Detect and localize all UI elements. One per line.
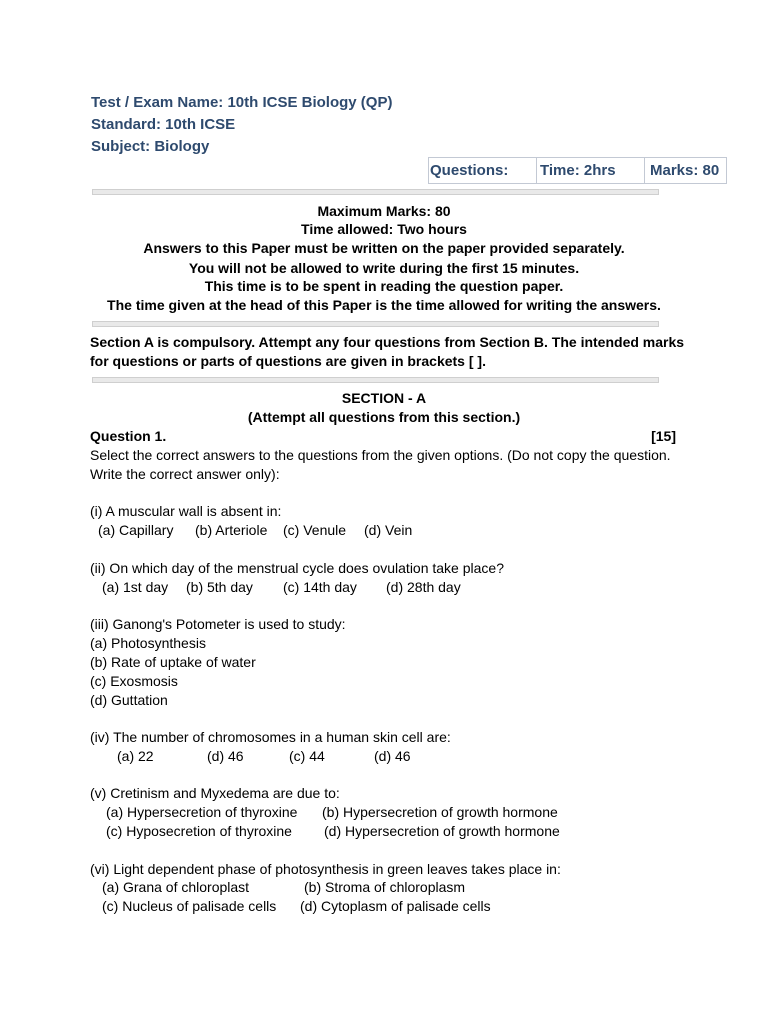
maximum-marks: Maximum Marks: 80 (317, 203, 451, 219)
instruction-line: Answers to this Paper must be written on the paper provided separately. (143, 240, 625, 256)
standard-label: Standard: 10th ICSE (91, 116, 236, 133)
answer-option: (a) Photosynthesis (90, 635, 206, 651)
summary-table (428, 157, 727, 184)
question-instruction: Select the correct answers to the questions from the given options. (Do not copy the question. (90, 447, 671, 463)
answer-option: (a) 22 (117, 748, 154, 764)
question-part-stem: (iii) Ganong's Potometer is used to study: (90, 616, 346, 632)
time-cell: Time: 2hrs (537, 158, 645, 184)
section-title: SECTION - A (341, 390, 427, 406)
instruction-line: You will not be allowed to write during the first 15 minutes. (188, 260, 580, 276)
question-label: Question 1. (90, 428, 167, 444)
answer-option: (b) Hypersecretion of growth hormone (322, 804, 558, 820)
answer-option: (d) 46 (207, 748, 244, 764)
section-note: Section A is compulsory. Attempt any four questions from Section B. The intended marks (90, 334, 685, 350)
answer-option: (b) 5th day (186, 579, 253, 595)
divider (92, 321, 659, 327)
answer-option: (b) Rate of uptake of water (90, 654, 256, 670)
answer-option: (c) Hyposecretion of thyroxine (106, 823, 292, 839)
answer-option: (c) 14th day (283, 579, 357, 595)
section-note: for questions or parts of questions are given in brackets [ ]. (90, 353, 486, 369)
answer-option: (d) Cytoplasm of palisade cells (300, 898, 491, 914)
section-subtitle: (Attempt all questions from this section.) (247, 409, 521, 425)
question-part-stem: (ii) On which day of the menstrual cycle does ovulation take place? (90, 560, 504, 576)
answer-option: (b) Arteriole (195, 522, 268, 538)
instruction-line: This time is to be spent in reading the question paper. (204, 278, 564, 294)
divider (92, 189, 659, 195)
answer-option: (d) 46 (374, 748, 411, 764)
question-part-stem: (v) Cretinism and Myxedema are due to: (90, 785, 340, 801)
answer-option: (a) 1st day (102, 579, 169, 595)
question-part-stem: (vi) Light dependent phase of photosynthesis in green leaves takes place in: (90, 861, 561, 877)
question-marks: [15] (651, 428, 676, 444)
answer-option: (c) 44 (289, 748, 325, 764)
answer-option: (b) Stroma of chloroplasm (304, 879, 466, 895)
question-part-stem: (i) A muscular wall is absent in: (90, 503, 282, 519)
subject-label: Subject: Biology (91, 138, 210, 155)
answer-option: (c) Exosmosis (90, 673, 178, 689)
answer-option: (c) Venule (283, 522, 347, 538)
time-allowed: Time allowed: Two hours (301, 221, 467, 237)
question-part-stem: (iv) The number of chromosomes in a human skin cell are: (90, 729, 451, 745)
divider (92, 377, 659, 383)
answer-option: (a) Grana of chloroplast (102, 879, 250, 895)
instruction-line: The time given at the head of this Paper is the time allowed for writing the answers. (107, 297, 661, 313)
answer-option: (d) Vein (364, 522, 413, 538)
answer-option: (c) Nucleus of palisade cells (102, 898, 277, 914)
exam-name: Test / Exam Name: 10th ICSE Biology (QP) (91, 94, 393, 111)
answer-option: (d) Hypersecretion of growth hormone (324, 823, 560, 839)
answer-option: (d) 28th day (386, 579, 461, 595)
answer-option: (a) Hypersecretion of thyroxine (106, 804, 298, 820)
answer-option: (a) Capillary (98, 522, 174, 538)
question-instruction: Write the correct answer only): (90, 466, 280, 482)
marks-cell: Marks: 80 (645, 158, 727, 184)
questions-cell: Questions: (429, 158, 537, 184)
answer-option: (d) Guttation (90, 692, 168, 708)
